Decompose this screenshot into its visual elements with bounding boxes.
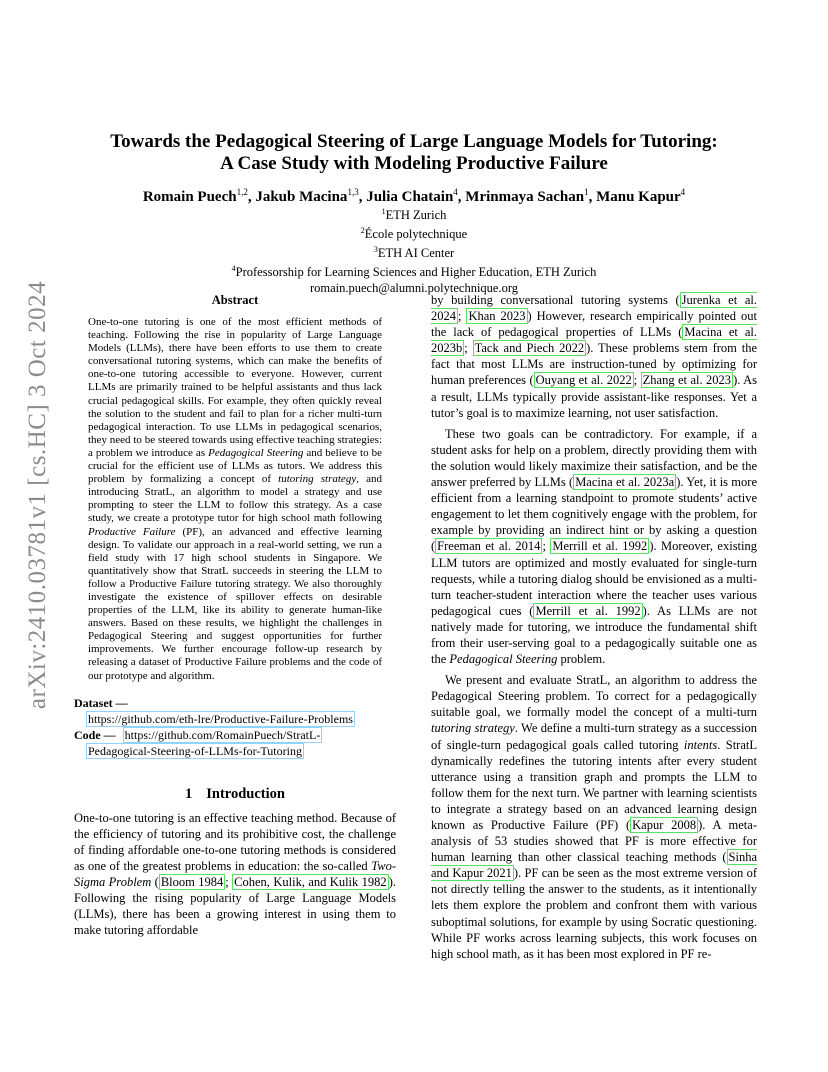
- author-4: [465, 189, 596, 205]
- code-link[interactable]: https://github.com/RomainPuech/StratL-: [124, 727, 321, 742]
- title-line-2: A Case Study with Modeling Productive Failure: [220, 153, 608, 174]
- abstract-heading: Abstract: [211, 293, 259, 307]
- author-name: Mrinmaya Sachan: [465, 189, 585, 205]
- introduction-paragraph-3: [431, 672, 757, 962]
- text-run: . StratL dynamically redefines the tutoring intents after every student utterance using a transition graph and prompts the LLM to follow them for the next turn. We partner with learning scientists to integrate a strategy based on an advanced learning design known as Productive Failure (PF) (: [431, 737, 757, 832]
- code-link-row: [74, 727, 396, 743]
- text-run: ). As a result, LLMs typically provide assistant-like responses. Yet a tutor’s goal is to maximize learning, not user satisfaction.: [431, 373, 757, 420]
- author-5: [596, 189, 685, 205]
- text-run: ). A meta-analysis of 53 studies showed that PF is more effective for human learning than other classical teaching methods (: [431, 818, 757, 865]
- arxiv-identifier-stamp: [18, 280, 58, 710]
- resource-links: [74, 695, 396, 759]
- text-run: and believe to be crucial for the efficient use of LLMs as tutors. We address this problem by formalizing a concept of: [88, 446, 382, 486]
- text-run: ). Following the rising popularity of Large Language Models (LLMs), there has been a growing interest in using them to make tutoring affordable: [74, 875, 396, 938]
- citation-link[interactable]: Tack and Piech 2022: [474, 341, 585, 356]
- citation-link[interactable]: Merrill et al. 1992: [535, 603, 641, 618]
- affiliation-1: [74, 204, 754, 223]
- text-run: ). PF can be seen as the most extreme version of not directly telling the answer to the students, as it intentionally lets them explore the problem and confront them with various suboptimal solutions, for example by using Socratic questioning. While PF works across learning subjects, this work focuses on high school math, as it has been most explored in PF re-: [431, 866, 757, 961]
- text-run: ;: [542, 539, 551, 554]
- code-label: Code —: [74, 727, 116, 742]
- text-run: These two goals can be contradictory. For example, if a student asks for help on a problem, directly providing them with the solution would likely maximize their satisfaction, and be the answer preferred by LLMs (: [431, 426, 757, 490]
- author-separator: ,: [358, 189, 367, 205]
- introduction-paragraph-2: [431, 426, 757, 667]
- code-link-continued[interactable]: Pedagogical-Steering-of-LLMs-for-Tutoring: [88, 743, 302, 758]
- emphasized-term: tutoring strategy: [278, 473, 357, 486]
- affiliation-list: [74, 204, 754, 296]
- text-run: , and introducing StratL, an algorithm to model a strategy and use prompting to steer the LLM to follow this strategy. As a case study, we create a prototype tutor for high school math following: [88, 473, 382, 525]
- introduction-heading: [74, 785, 396, 803]
- title-line-1: Towards the Pedagogical Steering of Large Language Models for Tutoring:: [110, 131, 718, 152]
- text-run: ;: [464, 341, 473, 356]
- citation-link[interactable]: Kapur 2008: [632, 818, 697, 832]
- citation-link[interactable]: Ouyang et al. 2022: [535, 373, 632, 388]
- citation-link[interactable]: Zhang et al. 2023: [642, 373, 732, 388]
- text-run: ). Yet, it is more efficient from a learning standpoint to promote students’ active engagement to let them cognitively engage with the problem, for example by providing an indirect hint or by asking a question (: [431, 475, 757, 554]
- citation-link[interactable]: Macina et al. 2023a: [575, 475, 675, 490]
- affiliation-text: Professorship for Learning Sciences and Higher Education, ETH Zurich: [235, 265, 597, 280]
- section-title: Introduction: [206, 785, 285, 802]
- affiliation-mark: 3: [373, 245, 378, 255]
- affiliation-mark: 1: [381, 207, 386, 216]
- author-separator: ,: [457, 189, 466, 205]
- text-run: One-to-one tutoring is one of the most efficient methods of teaching. Following the rise in popularity of Large Language Models (LLMs), there have been efforts to use them to create conversational tutoring systems, which can make the benefits of one-to-one tutoring accessible to everyone. However, current LLMs are primarily trained to be helpful assistants and thus lack crucial pedagogical skills. For example, they often quickly reveal the solution to the student and fail to plan for a richer multi-turn pedagogical interaction. To use LLMs in pedagogical scenarios, they need to be steered towards using effective teaching strategies: a problem we introduce as: [88, 316, 382, 459]
- text-run: We present and evaluate StratL, an algorithm to address the Pedagogical Steering problem. To correct for a pedagogically suitable goal, we formally model the concept of a multi-turn: [431, 673, 757, 720]
- author-name: Julia Chatain: [366, 189, 454, 205]
- right-column: [431, 292, 757, 962]
- text-run: ;: [225, 875, 233, 889]
- left-column: [74, 292, 396, 938]
- affiliation-text: ETH Zurich: [385, 208, 447, 223]
- text-run: . We define a multi-turn strategy as a succession of single-turn pedagogical goals called tutoring: [431, 721, 757, 752]
- author-2: [255, 189, 366, 205]
- author-separator: ,: [247, 189, 256, 205]
- author-affiliation-mark: 4: [453, 187, 458, 197]
- text-run: problem.: [557, 652, 606, 667]
- affiliation-mark: 4: [231, 264, 236, 274]
- emphasized-term: tutoring strategy: [431, 721, 515, 736]
- abstract-body: [88, 316, 382, 683]
- author-affiliation-mark: 4: [680, 187, 686, 197]
- author-separator: ,: [588, 189, 597, 205]
- emphasized-term: Pedagogical Steering: [449, 652, 558, 667]
- citation-link[interactable]: Freeman et al. 2014: [437, 539, 541, 554]
- introduction-paragraph-1-continued: [431, 292, 757, 421]
- introduction-paragraph-1: [74, 810, 396, 939]
- author-affiliation-mark: 1: [584, 187, 589, 197]
- author-name: Manu Kapur: [596, 189, 681, 205]
- citation-link[interactable]: Jurenka et al. 2024: [431, 293, 758, 324]
- author-affiliation-mark: 1,2: [236, 187, 248, 197]
- citation-link[interactable]: Cohen, Kulik, and Kulik 1982: [234, 875, 387, 889]
- text-run: by building conversational tutoring systems (: [431, 293, 680, 307]
- text-run: ;: [633, 373, 641, 388]
- affiliation-mark: 2: [360, 226, 365, 236]
- author-name: Jakub Macina: [255, 189, 348, 205]
- author-email: romain.puech@alumni.polytechnique.org: [309, 280, 519, 295]
- section-number: 1: [185, 785, 193, 802]
- dataset-label: Dataset —: [74, 695, 128, 710]
- text-run: ) However, research empirically pointed out the lack of pedagogical properties of LLMs (: [431, 309, 758, 340]
- dataset-link[interactable]: https://github.com/eth-lre/Productive-Failure-Problems: [88, 711, 353, 726]
- emphasized-term: Pedagogical Steering: [208, 446, 304, 459]
- paper-title: [74, 131, 754, 175]
- author-list: [74, 183, 754, 206]
- author-name: Romain Puech: [142, 189, 237, 205]
- emphasized-term: Productive Failure: [88, 525, 176, 538]
- author-1: [143, 189, 256, 205]
- text-run: One-to-one tutoring is an effective teaching method. Because of the efficiency of tutoring and its prohibitive cost, the challenge of finding affordable one-to-one tutoring methods is considered as one of the greatest problems in education: the so-called: [74, 810, 396, 873]
- affiliation-3: [74, 242, 754, 261]
- text-run: ). Moreover, existing LLM tutors are optimized and mostly evaluated for single-turn requests, while a tutoring dialog should be envisioned as a multi-turn teacher-student interaction where the teacher uses various pedagogical cues (: [431, 539, 757, 618]
- author-affiliation-mark: 1,3: [347, 187, 359, 197]
- affiliation-2: [74, 223, 754, 242]
- citation-link[interactable]: Macina et al. 2023b: [431, 325, 757, 356]
- citation-link[interactable]: Khan 2023: [468, 309, 526, 324]
- citation-link[interactable]: Merrill et al. 1992: [552, 539, 648, 554]
- citation-link[interactable]: Sinha and Kapur 2021: [431, 850, 757, 881]
- text-run: ). As LLMs are not natively made for tutoring, we introduce the fundamental shift from their user-serving goal to a pedagogically suitable one as the: [431, 603, 757, 667]
- arxiv-identifier-text: arXiv:2410.03781v1 [cs.HC] 3 Oct 2024: [24, 280, 52, 710]
- emphasized-term: Two-Sigma Problem: [74, 858, 396, 889]
- affiliation-text: ETH AI Center: [377, 246, 455, 261]
- citation-link[interactable]: Bloom 1984: [160, 875, 224, 889]
- affiliation-text: École polytechnique: [364, 227, 468, 242]
- text-run: (PF), an advanced and effective learning design. To validate our approach in a real-world setting, we run a field study with 17 high school students in Singapore. We quantitatively show that StratL succeeds in steering the LLM to follow a Productive Failure tutoring strategy. We also thoroughly investigate the existence of spillover effects on desirable properties of the LLM, like its ability to generate human-like answers. Based on these results, we highlight the challenges in Pedagogical Steering and suggest opportunities for further improvements. We further encourage follow-up research by releasing a dataset of Productive Failure problems and the code of our prototype and algorithm.: [88, 525, 383, 682]
- text-run: ). These problems stem from the fact that most LLMs are instruction-tuned by optimizing for human preferences (: [431, 341, 758, 388]
- author-3: [366, 189, 465, 205]
- affiliation-4: [74, 261, 754, 280]
- text-run: ;: [458, 309, 467, 324]
- text-run: (: [151, 875, 159, 889]
- emphasized-term: intents: [683, 737, 718, 752]
